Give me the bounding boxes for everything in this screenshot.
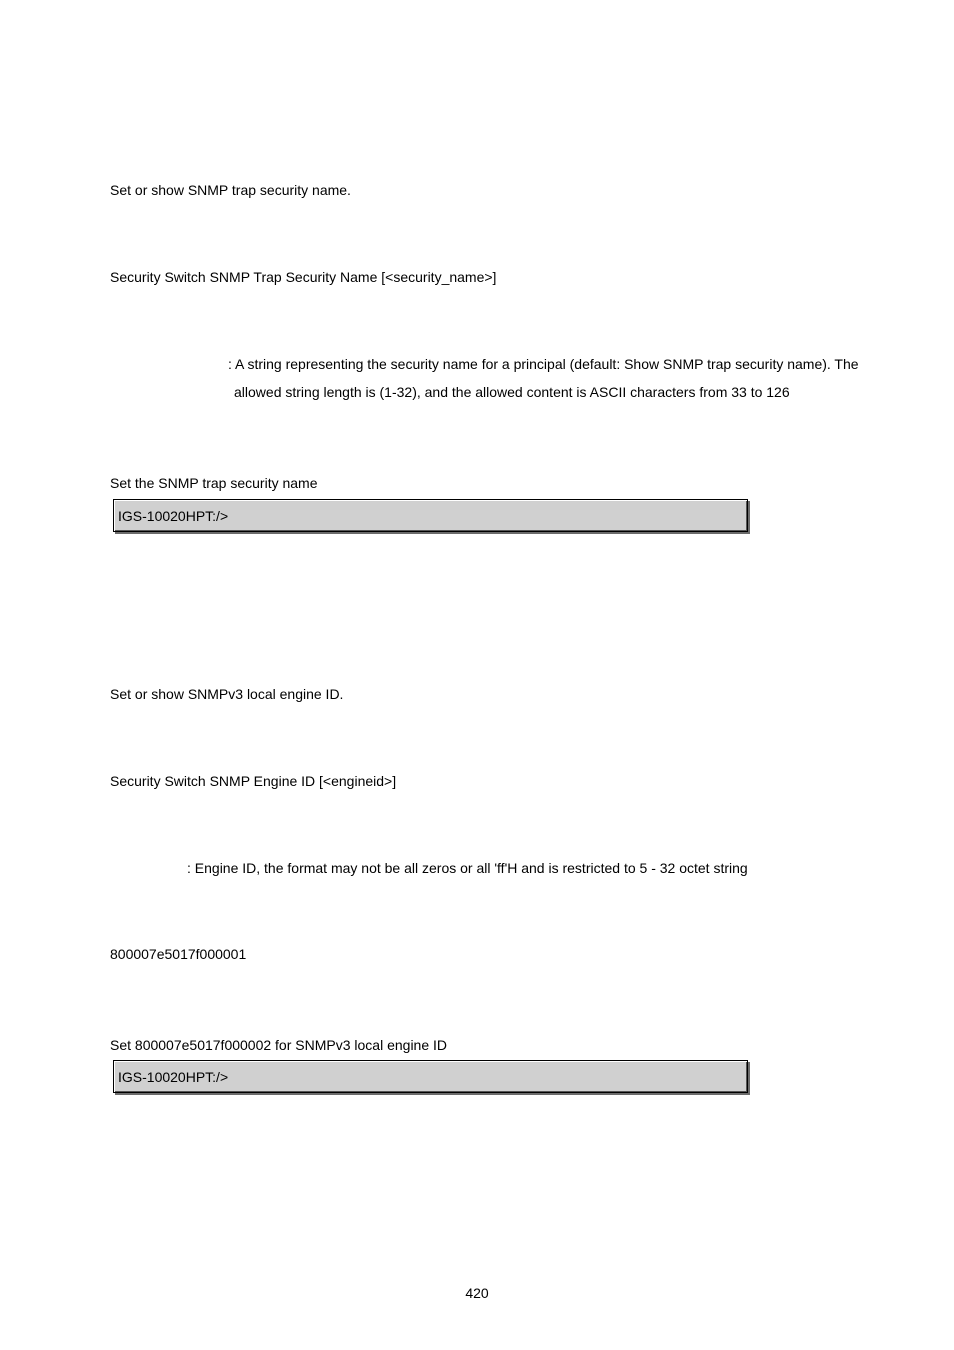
trap-security-name-param-line2: allowed string length is (1-32), and the allowed content is ASCII characters from 33 to 126 [234, 384, 790, 400]
engine-id-param-line1: : Engine ID, the format may not be all zeros or all 'ff'H and is restricted to 5 - 32 octet string [187, 860, 748, 876]
trap-security-name-command-box [113, 499, 748, 532]
engine-id-description: Set or show SNMPv3 local engine ID. [110, 686, 344, 702]
engine-id-default-value: 800007e5017f000001 [110, 946, 247, 962]
trap-security-name-syntax: Security Switch SNMP Trap Security Name [<security_name>] [110, 269, 497, 285]
page-number: 420 [465, 1285, 489, 1301]
trap-security-name-param-line1: : A string representing the security name for a principal (default: Show SNMP trap security name). The [228, 356, 859, 372]
command-prompt: IGS-10020HPT:/> [118, 508, 229, 524]
command-prompt: IGS-10020HPT:/> [118, 1069, 229, 1085]
trap-security-name-example-label: Set the SNMP trap security name [110, 475, 318, 491]
engine-id-command-box [113, 1060, 748, 1093]
engine-id-example-label: Set 800007e5017f000002 for SNMPv3 local engine ID [110, 1037, 448, 1053]
engine-id-syntax: Security Switch SNMP Engine ID [<engineid>] [110, 773, 397, 789]
trap-security-name-description: Set or show SNMP trap security name. [110, 182, 351, 198]
